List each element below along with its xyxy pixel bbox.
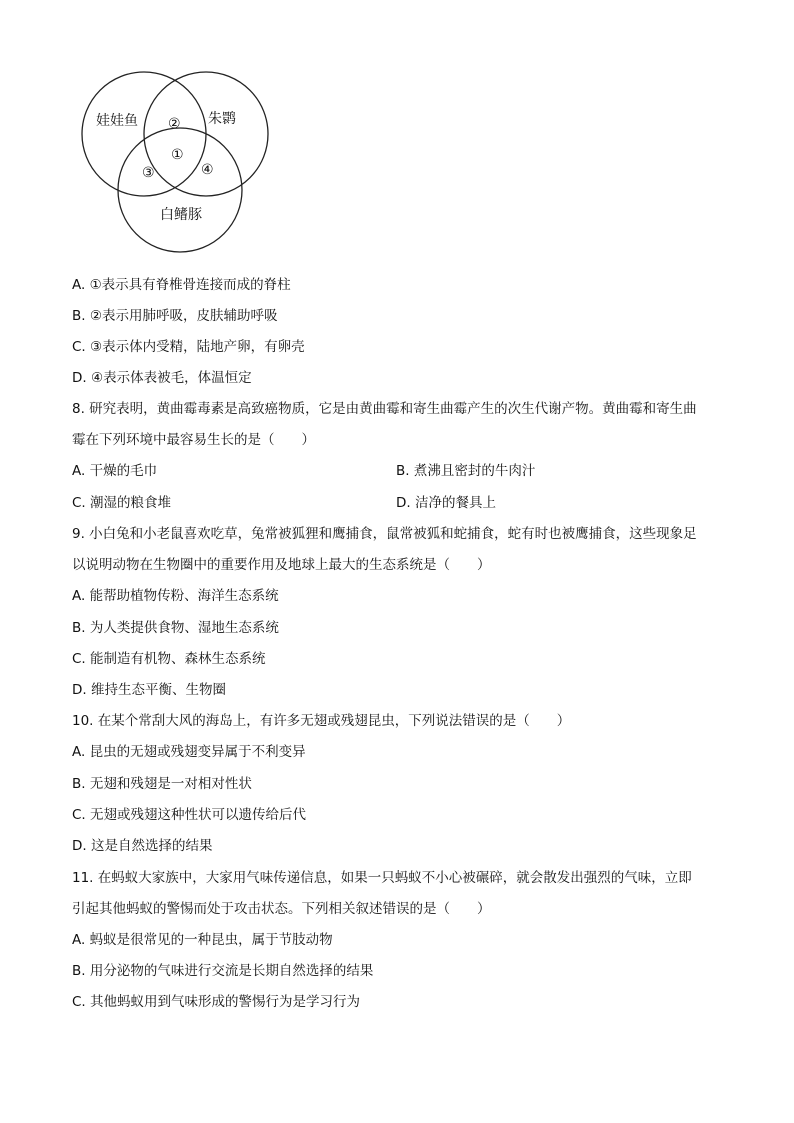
q11-stem-line1: 11. 在蚂蚁大家族中，大家用气味传递信息，如果一只蚂蚁不小心被碾碎，就会散发出强烈的气味，立即 bbox=[72, 870, 692, 886]
venn-diagram bbox=[80, 70, 272, 254]
q9-option-c: C. 能制造有机物、森林生态系统 bbox=[72, 651, 266, 667]
q11-option-a: A. 蚂蚁是很常见的一种昆虫，属于节肢动物 bbox=[72, 932, 333, 948]
q9-option-a: A. 能帮助植物传粉、海洋生态系统 bbox=[72, 588, 279, 604]
q9-option-d: D. 维持生态平衡、生物圈 bbox=[72, 682, 226, 698]
q8-option-a: A. 干燥的毛巾 bbox=[72, 463, 158, 479]
venn-region-3: ③ bbox=[142, 165, 155, 181]
venn-label-giant-salamander: 娃娃鱼 bbox=[96, 113, 138, 129]
q10-stem: 10. 在某个常刮大风的海岛上，有许多无翅或残翅昆虫，下列说法错误的是（ ） bbox=[72, 713, 571, 729]
q8-option-d: D. 洁净的餐具上 bbox=[396, 495, 496, 511]
q7-option-b: B. ②表示用肺呼吸，皮肤辅助呼吸 bbox=[72, 308, 278, 324]
q8-option-b: B. 煮沸且密封的牛肉汁 bbox=[396, 463, 536, 479]
q9-stem-line2: 以说明动物在生物圈中的重要作用及地球上最大的生态系统是（ ） bbox=[72, 557, 491, 573]
q9-stem-line1: 9. 小白兔和小老鼠喜欢吃草，兔常被狐狸和鹰捕食，鼠常被狐和蛇捕食，蛇有时也被鹰捕食，这些现象足 bbox=[72, 526, 697, 542]
q10-option-b: B. 无翅和残翅是一对相对性状 bbox=[72, 776, 252, 792]
venn-label-crested-ibis: 朱鹮 bbox=[208, 111, 236, 127]
q7-option-c: C. ③表示体内受精，陆地产卵，有卵壳 bbox=[72, 339, 305, 355]
q10-option-d: D. 这是自然选择的结果 bbox=[72, 838, 213, 854]
q10-option-c: C. 无翅或残翅这种性状可以遗传给后代 bbox=[72, 807, 307, 823]
venn-region-4: ④ bbox=[201, 162, 214, 178]
q8-stem-line2: 霉在下列环境中最容易生长的是（ ） bbox=[72, 432, 315, 448]
q7-option-a: A. ①表示具有脊椎骨连接而成的脊柱 bbox=[72, 277, 291, 293]
q11-stem-line2: 引起其他蚂蚁的警惕而处于攻击状态。下列相关叙述错误的是（ ） bbox=[72, 901, 491, 917]
venn-region-1: ① bbox=[171, 147, 184, 163]
q10-option-a: A. 昆虫的无翅或残翅变异属于不利变异 bbox=[72, 744, 306, 760]
venn-region-2: ② bbox=[168, 116, 181, 132]
q11-option-b: B. 用分泌物的气味进行交流是长期自然选择的结果 bbox=[72, 963, 374, 979]
q8-option-c: C. 潮湿的粮食堆 bbox=[72, 495, 172, 511]
q9-option-b: B. 为人类提供食物、湿地生态系统 bbox=[72, 620, 279, 636]
q11-option-c: C. 其他蚂蚁用到气味形成的警惕行为是学习行为 bbox=[72, 994, 361, 1010]
q7-option-d: D. ④表示体表被毛，体温恒定 bbox=[72, 370, 252, 386]
q8-stem-line1: 8. 研究表明，黄曲霉毒素是高致癌物质，它是由黄曲霉和寄生曲霉产生的次生代谢产物。黄曲霉和寄生曲 bbox=[72, 401, 697, 417]
venn-label-baiji-dolphin: 白鳍豚 bbox=[160, 207, 202, 223]
